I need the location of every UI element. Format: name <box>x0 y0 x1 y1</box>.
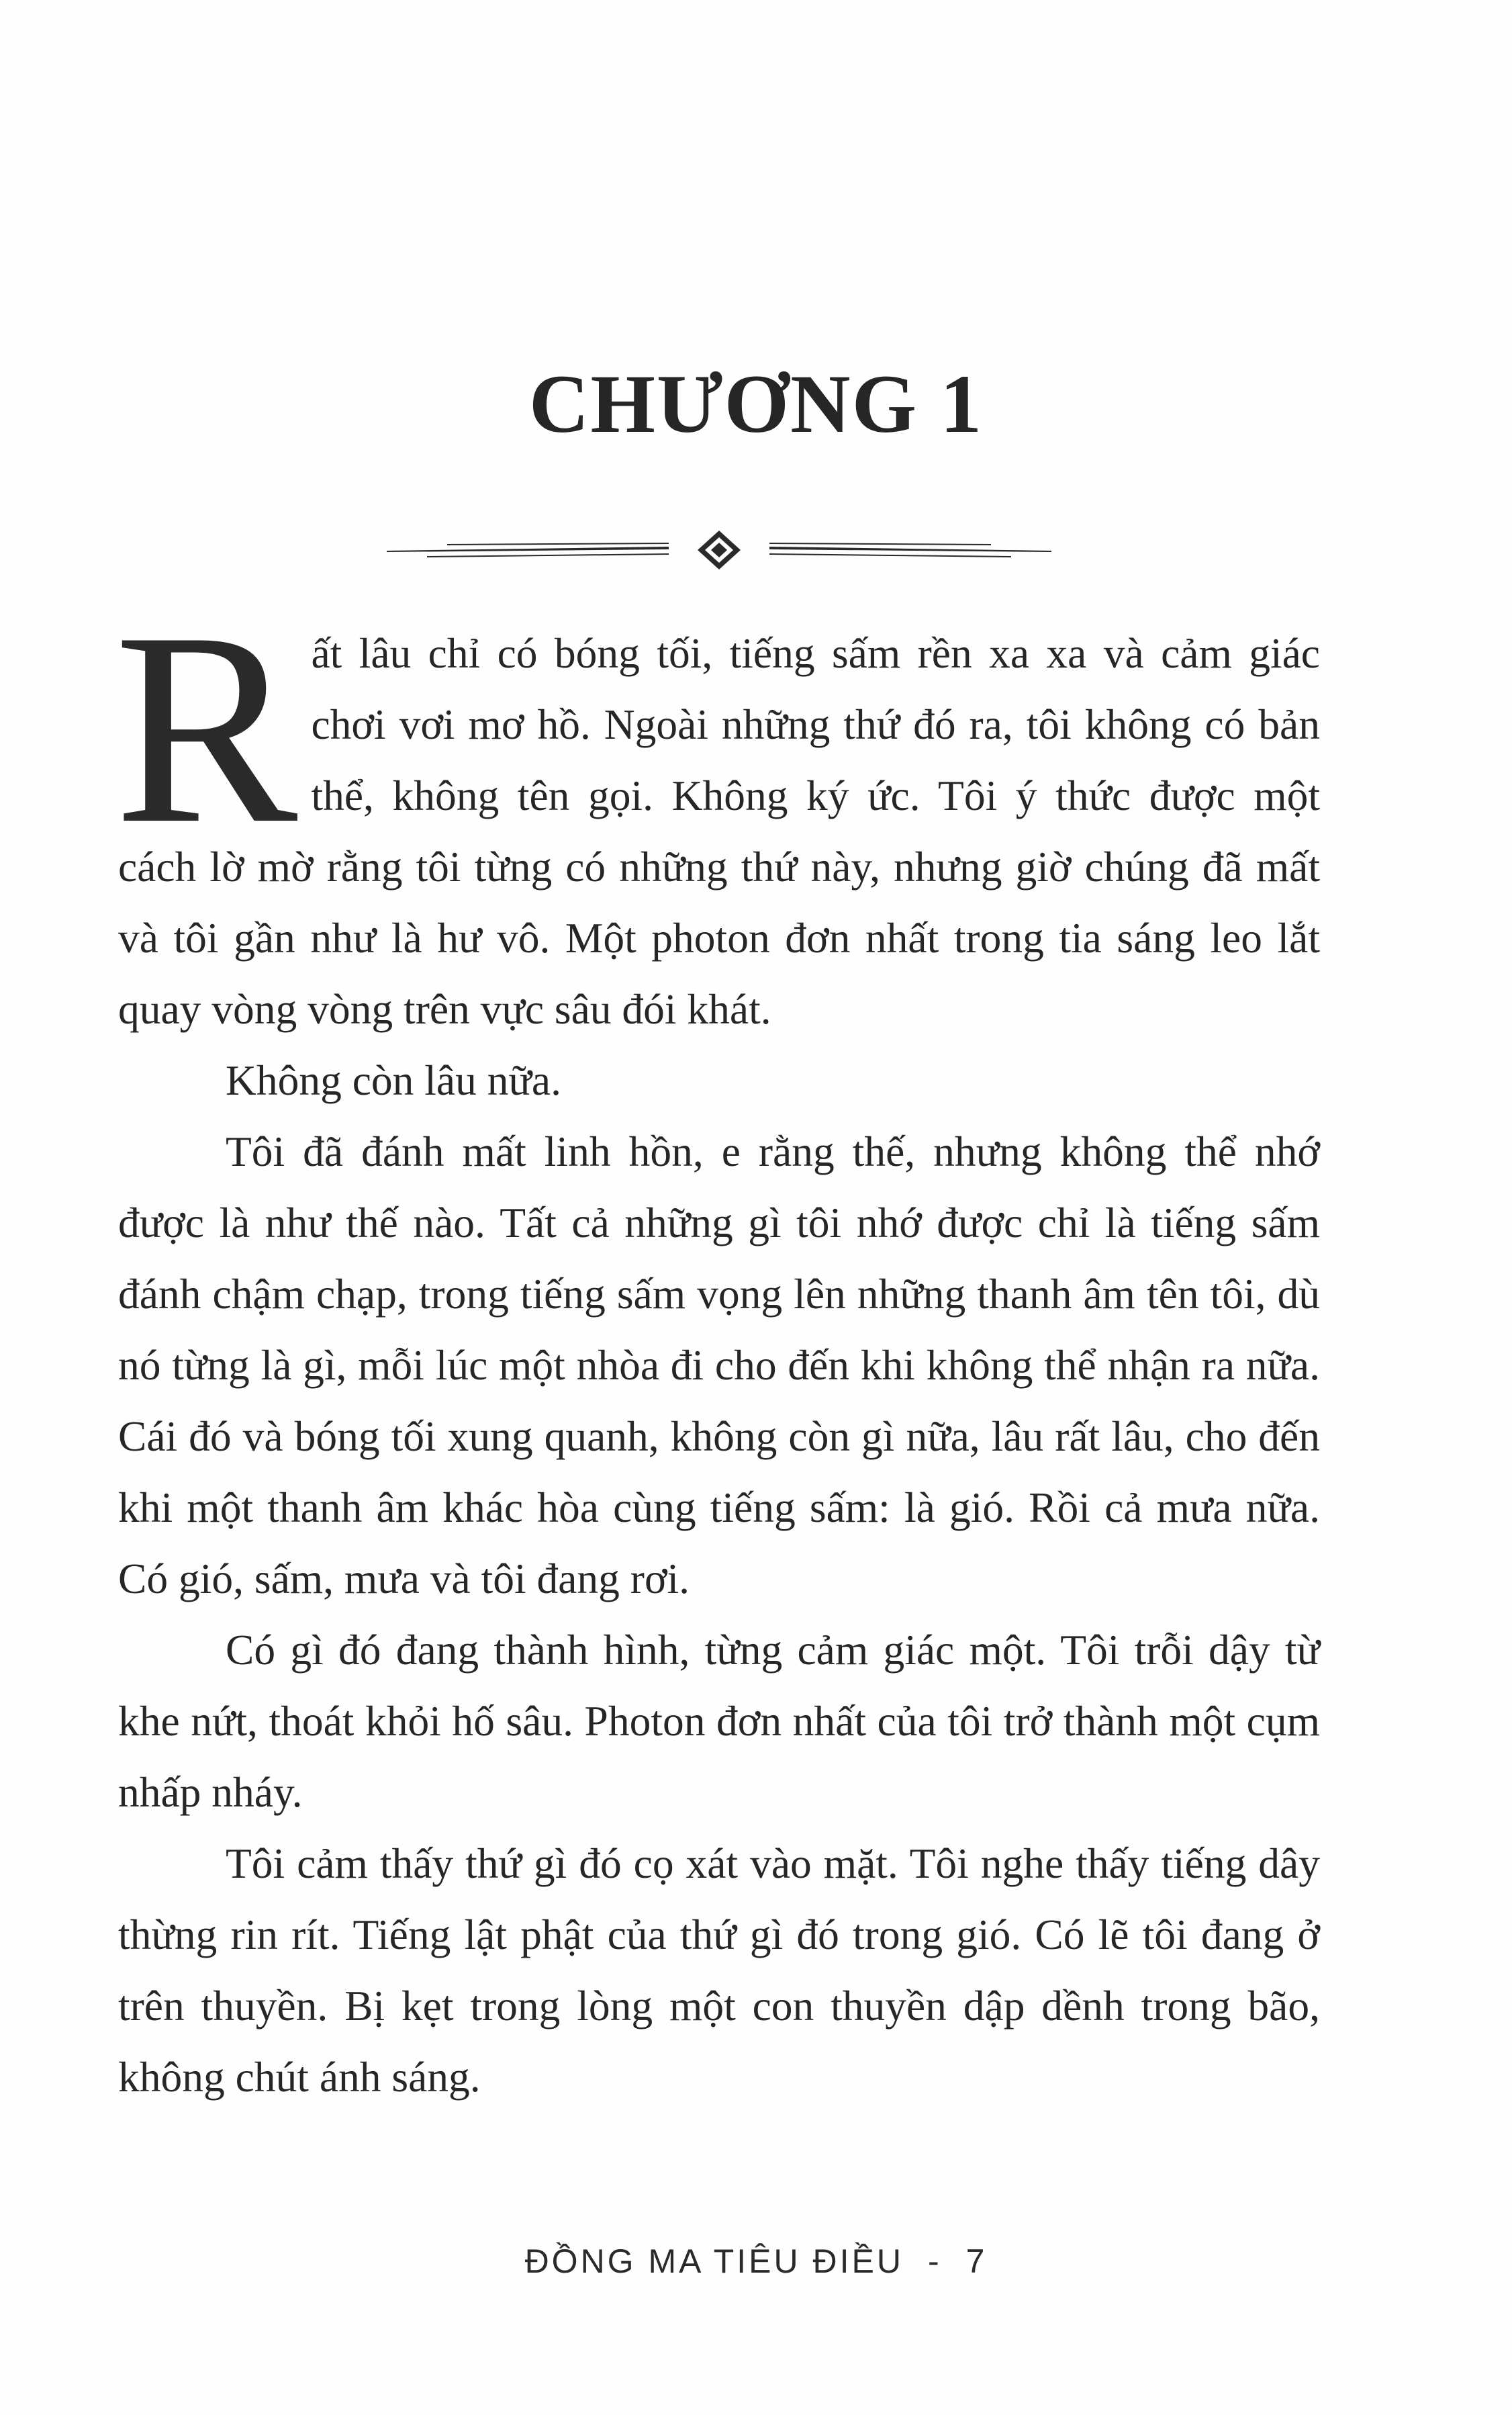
ornament-divider-icon <box>387 527 1051 574</box>
drop-cap: R <box>114 576 298 880</box>
chapter-body <box>114 576 1320 2113</box>
paragraph-1 <box>114 576 1320 1045</box>
paragraph-1-text: ất lâu chỉ có bóng tối, tiếng sấm rền xa xa và cảm giác chơi vơi mơ hồ. Ngoài những thứ đó ra, tôi không có bản thể, không tên gọi. Không ký ức. Tôi ý thức được một cách lờ mờ rằng tôi từng có những thứ này, nhưng giờ chúng đã mất và tôi gần như là hư vô. Một photon đơn nhất trong tia sáng leo lắt quay vòng vòng trên vực sâu đói khát. <box>118 629 1320 1033</box>
page-number: 7 <box>965 2242 988 2280</box>
page-footer <box>0 2242 1512 2281</box>
paragraph-5: Tôi cảm thấy thứ gì đó cọ xát vào mặt. Tôi nghe thấy tiếng dây thừng rin rít. Tiếng lật phật của thứ gì đó trong gió. Có lẽ tôi đang ở trên thuyền. Bị kẹt trong lòng một con thuyền dập dềnh trong bão, không chút ánh sáng. <box>118 1839 1320 2101</box>
paragraph-4: Có gì đó đang thành hình, từng cảm giác một. Tôi trỗi dậy từ khe nứt, thoát khỏi hố sâu. Photon đơn nhất của tôi trở thành một cụm nhấp nháy. <box>118 1626 1320 1816</box>
footer-separator: - <box>927 2242 942 2280</box>
paragraph-3: Tôi đã đánh mất linh hồn, e rằng thế, nhưng không thể nhớ được là như thế nào. Tất cả những gì tôi nhớ được chỉ là tiếng sấm đánh chậm chạp, trong tiếng sấm vọng lên những thanh âm tên tôi, dù nó từng là gì, mỗi lúc một nhòa đi cho đến khi không thể nhận ra nữa. Cái đó và bóng tối xung quanh, không còn gì nữa, lâu rất lâu, cho đến khi một thanh âm khác hòa cùng tiếng sấm: là gió. Rồi cả mưa nữa. Có gió, sấm, mưa và tôi đang rơi. <box>118 1128 1320 1602</box>
paragraph-2: Không còn lâu nữa. <box>226 1056 561 1104</box>
chapter-title: CHƯƠNG 1 <box>528 358 984 450</box>
running-title: ĐỒNG MA TIÊU ĐIỀU <box>524 2242 904 2280</box>
